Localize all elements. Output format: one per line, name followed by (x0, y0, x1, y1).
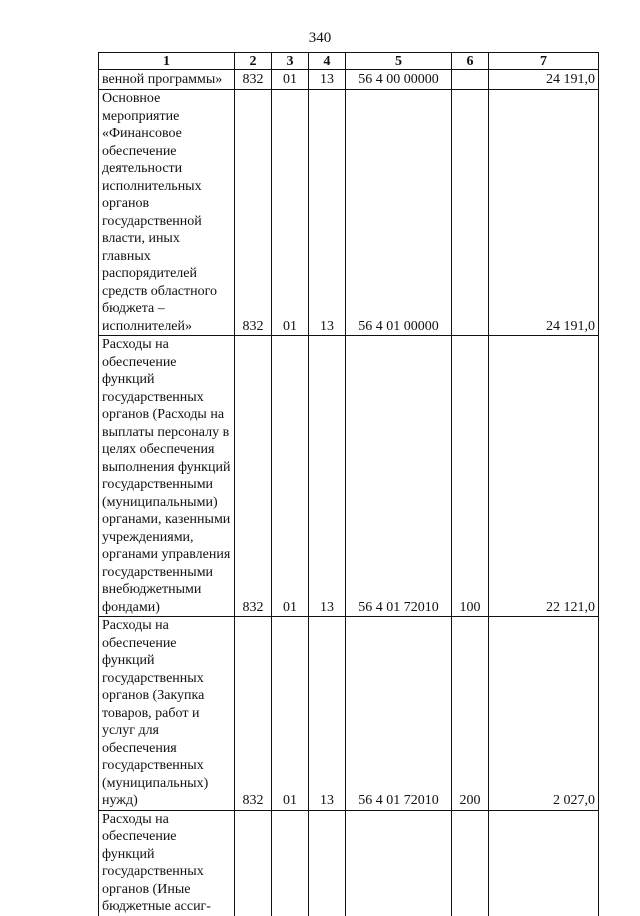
row-section: 01 (272, 70, 309, 90)
row-subsection: 13 (309, 70, 346, 90)
row-target-article (346, 810, 452, 916)
row-section (272, 810, 309, 916)
row-amount: 22 121,0 (489, 336, 599, 617)
row-ministry-code: 832 (235, 617, 272, 811)
row-ministry-code: 832 (235, 70, 272, 90)
page-number: 340 (308, 30, 332, 46)
row-target-article: 56 4 01 72010 (346, 617, 452, 811)
row-target-article: 56 4 01 00000 (346, 90, 452, 336)
header-col-7: 7 (489, 53, 599, 70)
table-row (99, 70, 599, 90)
row-ministry-code: 832 (235, 336, 272, 617)
row-name: Расходы на обеспечение функций государственных органов (Иные бюджетные ассиг- (99, 810, 235, 916)
row-expense-type (452, 70, 489, 90)
table-row (99, 617, 599, 811)
row-subsection: 13 (309, 90, 346, 336)
table-row (99, 810, 599, 916)
row-section: 01 (272, 617, 309, 811)
header-col-6: 6 (452, 53, 489, 70)
row-ministry-code: 832 (235, 90, 272, 336)
row-target-article: 56 4 01 72010 (346, 336, 452, 617)
header-col-3: 3 (272, 53, 309, 70)
row-name: венной программы» (99, 70, 235, 90)
table-row (99, 336, 599, 617)
budget-table (98, 52, 599, 916)
row-expense-type: 100 (452, 336, 489, 617)
row-section: 01 (272, 90, 309, 336)
header-col-5: 5 (346, 53, 452, 70)
header-col-2: 2 (235, 53, 272, 70)
row-amount: 24 191,0 (489, 90, 599, 336)
header-col-1: 1 (99, 53, 235, 70)
row-subsection: 13 (309, 617, 346, 811)
row-subsection: 13 (309, 336, 346, 617)
row-section: 01 (272, 336, 309, 617)
row-ministry-code (235, 810, 272, 916)
row-expense-type: 200 (452, 617, 489, 811)
row-expense-type (452, 810, 489, 916)
row-amount: 24 191,0 (489, 70, 599, 90)
row-subsection (309, 810, 346, 916)
row-amount: 2 027,0 (489, 617, 599, 811)
header-row (99, 53, 599, 70)
row-name: Расходы на обеспечение функций государственных органов (Закупка товаров, работ и услуг для обеспечения государственных (муниципальных) нужд) (99, 617, 235, 811)
table-row (99, 90, 599, 336)
row-name: Расходы на обеспечение функций государственных органов (Расходы на выплаты персоналу в целях обеспечения выполнения функций государственными (муниципальными) органами, казенными учреждениями, органами управления государственными внебюджетными фондами) (99, 336, 235, 617)
row-target-article: 56 4 00 00000 (346, 70, 452, 90)
row-amount (489, 810, 599, 916)
row-name: Основное мероприятие «Финансовое обеспечение деятельности исполнительных органов государственной власти, иных главных распорядителей средств областного бюджета – исполнителей» (99, 90, 235, 336)
header-col-4: 4 (309, 53, 346, 70)
row-expense-type (452, 90, 489, 336)
